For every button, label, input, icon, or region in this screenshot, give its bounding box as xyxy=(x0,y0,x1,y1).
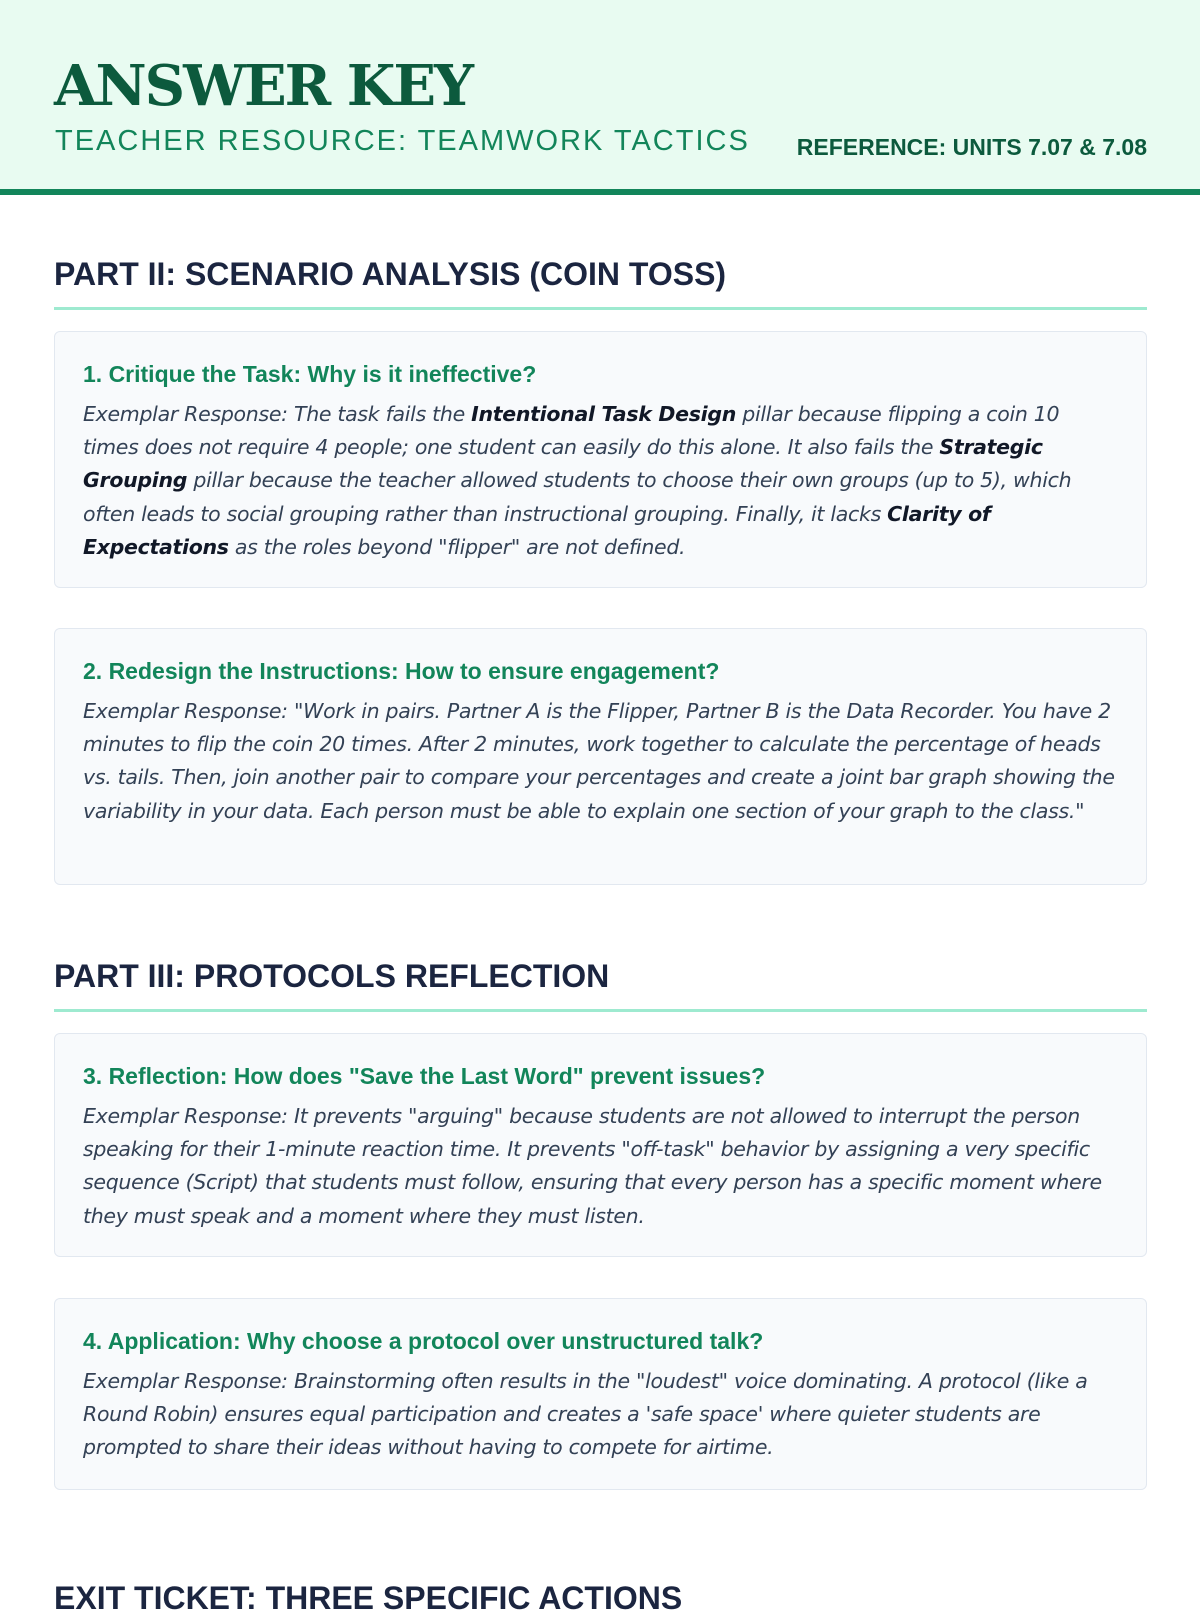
answer-text: as the roles beyond "flipper" are not defined. xyxy=(228,535,686,560)
answer-text: Exemplar Response: The task fails the xyxy=(83,401,472,426)
reference-label: REFERENCE: UNITS 7.07 & 7.08 xyxy=(796,134,1147,160)
answer-emphasis: Strategic Grouping xyxy=(83,435,1043,493)
answer-text: pillar because the teacher allowed students to choose their own groups (up to 5), which often leads to social grouping rather than instructional grouping. Finally, it lacks xyxy=(83,468,1072,526)
exemplar-response: Exemplar Response: It prevents "arguing" because students are not allowed to interrupt the person speaking for their 1-minute reaction time. It prevents "off-task" behavior by assigning a very specific sequence (Script) that students must follow, ensuring that every person has a specific moment where they must speak and a moment where they must listen. xyxy=(83,1103,1102,1228)
answer-emphasis: Clarity of Expectations xyxy=(83,501,991,560)
question-title: 3. Reflection: How does "Save the Last Word" prevent issues? xyxy=(83,1063,766,1089)
question-card-2 xyxy=(54,628,1147,885)
answer-emphasis: Intentional Task Design xyxy=(471,401,737,426)
exemplar-response xyxy=(83,398,1118,564)
question-card-1 xyxy=(54,331,1147,588)
answer-text: pillar because flipping a coin 10 times does not require 4 people; one student can easily do this alone. It also fails the xyxy=(83,401,1060,460)
question-card-4 xyxy=(54,1298,1147,1490)
exemplar-response: Exemplar Response: "Work in pairs. Partner A is the Flipper, Partner B is the Data Recorder. You have 2 minutes to flip the coin 20 times. After 2 minutes, work together to calculate the percentage of heads vs. tails. Then, join another pair to compare your percentages and create a joint bar graph showing the variability in your data. Each person must be able to explain one section of your graph to the class." xyxy=(83,698,1115,823)
question-card-3 xyxy=(54,1033,1147,1257)
answer-key-header xyxy=(0,0,1200,195)
section-heading-part-3: PART III: PROTOCOLS REFLECTION xyxy=(54,960,1147,1012)
section-heading-part-2: PART II: SCENARIO ANALYSIS (COIN TOSS) xyxy=(54,258,1147,310)
exemplar-response: Exemplar Response: Brainstorming often results in the "loudest" voice dominating. A protocol (like a Round Robin) ensures equal participation and creates a 'safe space' where quieter students are prompted to share their ideas without having to compete for airtime. xyxy=(83,1368,1088,1460)
section-heading-exit-ticket: EXIT TICKET: THREE SPECIFIC ACTIONS xyxy=(54,1580,683,1616)
question-title: 4. Application: Why choose a protocol over unstructured talk? xyxy=(83,1328,764,1354)
question-title: 2. Redesign the Instructions: How to ensure engagement? xyxy=(83,658,720,684)
page-title: ANSWER KEY xyxy=(54,53,473,119)
question-title: 1. Critique the Task: Why is it ineffective? xyxy=(83,361,537,387)
page-subtitle: TEACHER RESOURCE: TEAMWORK TACTICS xyxy=(55,125,750,157)
